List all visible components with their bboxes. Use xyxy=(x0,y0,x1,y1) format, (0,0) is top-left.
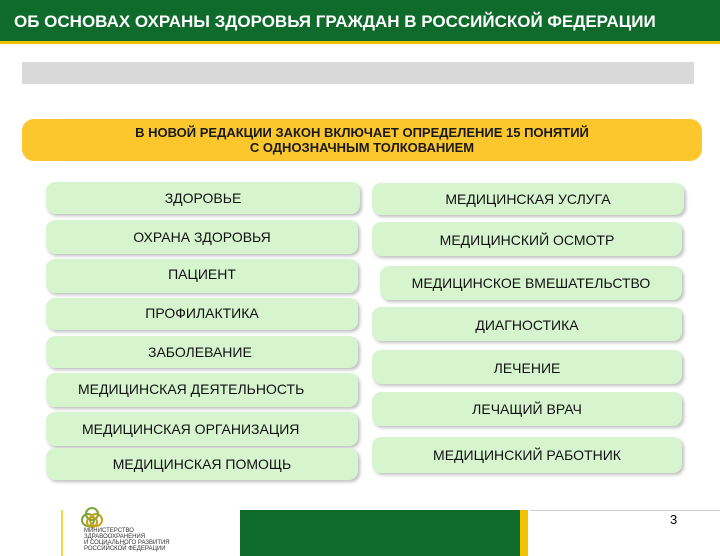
slide-title: ОБ ОСНОВАХ ОХРАНЫ ЗДОРОВЬЯ ГРАЖДАН В РОССИЙСКОЙ ФЕДЕРАЦИИ xyxy=(0,0,720,44)
intro-line-2: С ОДНОЗНАЧНЫМ ТОЛКОВАНИЕМ xyxy=(249,140,475,155)
term-medical-examination: МЕДИЦИНСКИЙ ОСМОТР xyxy=(372,222,682,256)
term-health: ЗДОРОВЬЕ xyxy=(46,182,360,214)
term-medical-aid: МЕДИЦИНСКАЯ ПОМОЩЬ xyxy=(46,448,358,480)
term-patient: ПАЦИЕНТ xyxy=(46,259,358,293)
footer-divider xyxy=(530,510,720,511)
footer-yellow-stripe xyxy=(520,510,528,556)
term-prevention: ПРОФИЛАКТИКА xyxy=(46,298,358,330)
intro-line-1: В НОВОЙ РЕДАКЦИИ ЗАКОН ВКЛЮЧАЕТ ОПРЕДЕЛЕНИЕ 15 ПОНЯТИЙ xyxy=(135,125,589,140)
term-medical-intervention: МЕДИЦИНСКОЕ ВМЕШАТЕЛЬСТВО xyxy=(380,266,682,300)
divider-band xyxy=(22,62,694,84)
term-attending-doctor: ЛЕЧАЩИЙ ВРАЧ xyxy=(372,392,682,426)
footer-green-bar xyxy=(240,510,526,556)
page-number: 3 xyxy=(670,512,678,527)
intro-box xyxy=(22,119,702,161)
term-diagnostics: ДИАГНОСТИКА xyxy=(372,307,682,341)
ministry-logo-text: МИНИСТЕРСТВО ЗДРАВООХРАНЕНИЯ И СОЦИАЛЬНОГО РАЗВИТИЯ РОССИЙСКОЙ ФЕДЕРАЦИИ xyxy=(84,528,170,552)
term-disease: ЗАБОЛЕВАНИЕ xyxy=(46,336,358,368)
term-medical-service: МЕДИЦИНСКАЯ УСЛУГА xyxy=(372,183,684,215)
term-health-protection: ОХРАНА ЗДОРОВЬЯ xyxy=(46,220,358,254)
term-medical-worker: МЕДИЦИНСКИЙ РАБОТНИК xyxy=(372,437,682,473)
term-medical-activity: МЕДИЦИНСКАЯ ДЕЯТЕЛЬНОСТЬ xyxy=(46,373,358,407)
term-treatment: ЛЕЧЕНИЕ xyxy=(372,350,682,384)
term-medical-organization: МЕДИЦИНСКАЯ ОРГАНИЗАЦИЯ xyxy=(46,412,358,446)
